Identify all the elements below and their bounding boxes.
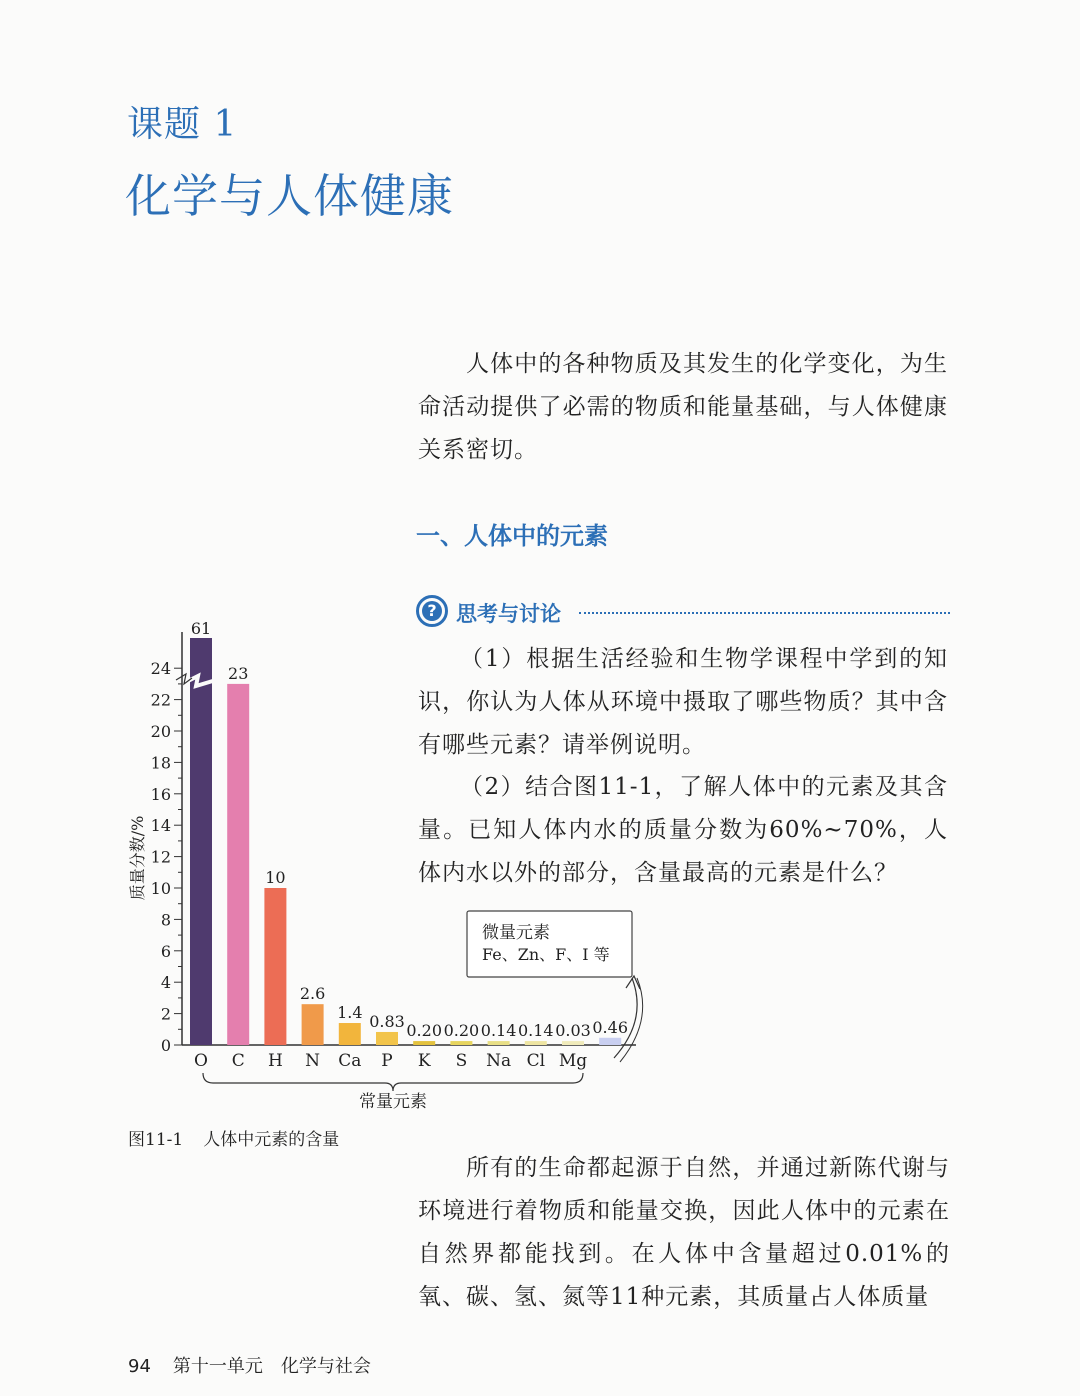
category-label: Mg	[558, 1051, 588, 1071]
bar-N	[302, 1004, 324, 1045]
category-label: Cl	[526, 1051, 546, 1071]
bar-value-label: 10	[265, 868, 286, 887]
bar-value-label: 2.6	[299, 984, 326, 1004]
group-label: 常量元素	[359, 1092, 427, 1112]
bar-value-label: 0.46	[592, 1017, 629, 1037]
bar-value-label: 61	[190, 619, 212, 638]
category-label: H	[267, 1051, 283, 1071]
bar-C	[227, 684, 249, 1045]
unit-title: 化学与社会	[280, 1356, 371, 1377]
bar-O	[190, 638, 212, 1045]
figure-caption	[128, 1125, 339, 1150]
bar-P	[376, 1032, 398, 1045]
intro-paragraph: 人体中的各种物质及其发生的化学变化，为生命活动提供了必需的物质和能量基础，与人体健康关系密切。	[418, 351, 948, 463]
lesson-title: 化学与人体健康	[125, 169, 454, 223]
bar-value-label: 0.14	[480, 1021, 517, 1041]
bar-value-label: 23	[228, 663, 249, 683]
y-tick-label: 14	[150, 816, 171, 836]
y-tick-label: 0	[160, 1036, 171, 1055]
bar-H	[264, 888, 286, 1045]
discussion-question-2: （2）结合图11-1，了解人体中的元素及其含量。已知人体内水的质量分数为60%~70%，人体内水以外的部分，含量最高的元素是什么？	[418, 774, 948, 886]
category-label: S	[455, 1051, 468, 1071]
page-number: 94	[128, 1356, 151, 1377]
page-footer	[128, 1352, 371, 1378]
trace-callout-text: Fe、Zn、F、I 等	[482, 945, 610, 964]
category-label: N	[305, 1051, 321, 1071]
bar-extra	[599, 1038, 621, 1045]
bar-value-label: 0.03	[555, 1021, 591, 1041]
bar-value-label: 1.4	[337, 1003, 363, 1023]
y-tick-label: 22	[150, 690, 171, 710]
category-label: O	[194, 1051, 208, 1071]
unit-label: 第十一单元	[172, 1356, 263, 1377]
category-label: P	[381, 1051, 393, 1071]
figure-title: 人体中元素的含量	[203, 1130, 340, 1150]
bar-value-label: 0.14	[517, 1021, 554, 1041]
question-icon: ?	[416, 595, 448, 627]
bar-Ca	[339, 1023, 361, 1045]
bar-value-label: 0.83	[369, 1011, 405, 1031]
bar-Na	[488, 1041, 510, 1045]
y-tick-label: 8	[160, 910, 171, 930]
discussion-question-1: （1）根据生活经验和生物学课程中学到的知识，你认为人体从环境中摄取了哪些物质？其中含有哪些元素？请举例说明。	[418, 646, 948, 758]
category-label: C	[231, 1051, 245, 1071]
y-tick-label: 20	[150, 722, 171, 741]
y-tick-label: 6	[160, 941, 171, 961]
bar-K	[413, 1041, 435, 1045]
y-tick-label: 10	[150, 879, 171, 898]
bar-value-label: 0.20	[443, 1021, 480, 1041]
y-tick-label: 12	[150, 847, 171, 867]
trace-callout-title: 微量元素	[482, 923, 550, 943]
bar-Cl	[525, 1041, 547, 1045]
y-tick-label: 4	[160, 973, 171, 993]
conclusion-paragraph: 所有的生命都起源于自然，并通过新陈代谢与环境进行着物质和能量交换，因此人体中的元素在自然界都能找到。在人体中含量超过0.01%的氧、碳、氢、氮等11种元素，其质量占人体质量	[418, 1155, 950, 1310]
category-label: K	[417, 1051, 431, 1071]
y-tick-label: 24	[150, 659, 171, 679]
bar-Mg	[562, 1041, 584, 1045]
section-heading: 一、人体中的元素	[416, 522, 608, 550]
category-label: Na	[486, 1051, 512, 1071]
y-axis-label: 质量分数/%	[128, 815, 147, 901]
discussion-label: 思考与讨论	[456, 602, 561, 626]
figure-number: 图11-1	[128, 1130, 184, 1150]
category-label: Ca	[338, 1051, 362, 1071]
trace-callout-box	[467, 911, 632, 977]
y-tick-label: 16	[150, 784, 171, 804]
y-tick-label: 18	[150, 753, 171, 773]
bar-value-label: 0.20	[406, 1021, 443, 1041]
lesson-label: 课题 1	[127, 104, 238, 145]
y-tick-label: 2	[160, 1004, 171, 1024]
group-brace	[203, 1073, 583, 1091]
bar-S	[450, 1041, 472, 1045]
